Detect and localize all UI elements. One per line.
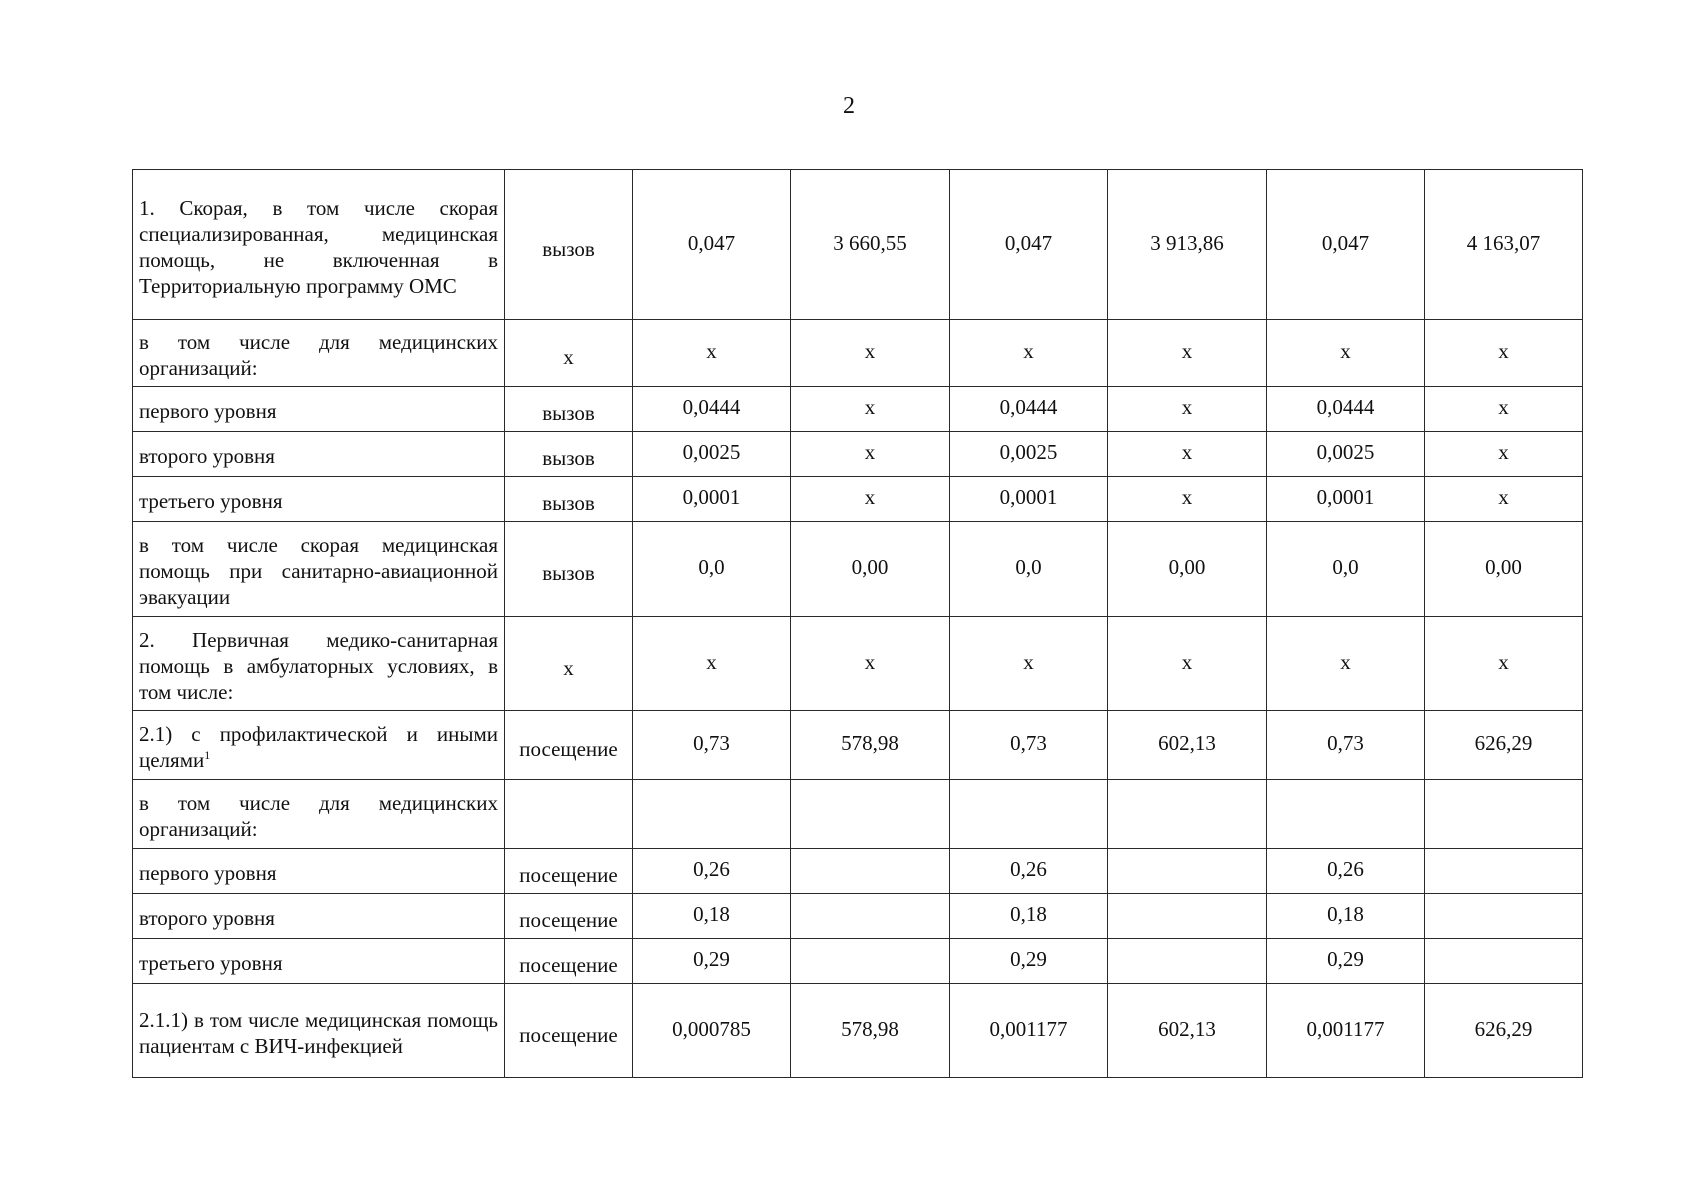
cell-value: 4 163,07 bbox=[1466, 230, 1541, 255]
row-name-cell bbox=[133, 170, 505, 320]
table-row bbox=[133, 477, 1583, 522]
unit-label: вызов bbox=[542, 401, 595, 425]
cell-value: 578,98 bbox=[841, 1016, 899, 1041]
table-row bbox=[133, 170, 1583, 320]
cell-value: 0,29 bbox=[1010, 947, 1047, 971]
cell-value: 3 913,86 bbox=[1150, 230, 1224, 255]
value-cell bbox=[633, 387, 791, 432]
cell-value: 0,001177 bbox=[1306, 1016, 1385, 1041]
value-cell bbox=[633, 849, 791, 894]
row-name-cell bbox=[133, 387, 505, 432]
value-cell bbox=[1425, 984, 1583, 1078]
value-cell bbox=[1267, 522, 1425, 617]
value-cell bbox=[950, 387, 1108, 432]
row-name: третьего уровня bbox=[139, 489, 283, 513]
value-cell bbox=[791, 170, 950, 320]
value-cell bbox=[1425, 387, 1583, 432]
row-name: в том числе для медицинских организаций: bbox=[139, 791, 498, 841]
cell-value: 602,13 bbox=[1158, 731, 1216, 755]
value-cell bbox=[791, 711, 950, 780]
row-name-cell bbox=[133, 984, 505, 1078]
row-name: 2.1.1) в том числе медицинская помощь пациентам с ВИЧ-инфекцией bbox=[139, 1007, 498, 1058]
cell-value: 0,0001 bbox=[999, 485, 1058, 509]
value-cell bbox=[633, 320, 791, 387]
cell-value: х bbox=[706, 649, 717, 674]
row-name-cell bbox=[133, 894, 505, 939]
cell-value: х bbox=[864, 440, 876, 464]
value-cell bbox=[633, 477, 791, 522]
row-name: первого уровня bbox=[139, 399, 277, 423]
data-table bbox=[132, 169, 1583, 1078]
cell-value: 0,0 bbox=[1015, 555, 1042, 579]
value-cell bbox=[1267, 894, 1425, 939]
unit-label: посещение bbox=[519, 737, 618, 761]
value-cell bbox=[1425, 894, 1583, 939]
value-cell bbox=[950, 522, 1108, 617]
value-cell bbox=[1267, 849, 1425, 894]
value-cell bbox=[1425, 432, 1583, 477]
unit-cell bbox=[505, 894, 633, 939]
table-body bbox=[133, 170, 1583, 1078]
value-cell bbox=[950, 984, 1108, 1078]
unit-cell bbox=[505, 522, 633, 617]
row-name: 1. Скорая, в том числе скорая специализированная, медицинская помощь, не включенная в Территориальную программу ОМС bbox=[139, 195, 498, 298]
table-row bbox=[133, 387, 1583, 432]
unit-label: вызов bbox=[542, 561, 595, 585]
value-cell bbox=[1425, 617, 1583, 711]
value-cell bbox=[1267, 320, 1425, 387]
unit-label: посещение bbox=[519, 1022, 618, 1047]
row-name-cell bbox=[133, 849, 505, 894]
row-name-cell bbox=[133, 617, 505, 711]
cell-value: 0,18 bbox=[693, 902, 730, 926]
value-cell bbox=[950, 780, 1108, 849]
row-name: в том числе скорая медицинская помощь при санитарно-авиационной эвакуации bbox=[139, 533, 498, 609]
value-cell bbox=[1108, 984, 1267, 1078]
cell-value: 0,0 bbox=[698, 555, 725, 579]
row-name-cell bbox=[133, 320, 505, 387]
value-cell bbox=[1425, 170, 1583, 320]
row-name-cell bbox=[133, 522, 505, 617]
value-cell bbox=[1425, 711, 1583, 780]
value-cell bbox=[1108, 432, 1267, 477]
cell-value: 0,047 bbox=[1321, 230, 1370, 255]
cell-value: 3 660,55 bbox=[833, 230, 907, 255]
value-cell bbox=[1425, 939, 1583, 984]
value-cell bbox=[633, 522, 791, 617]
value-cell bbox=[950, 432, 1108, 477]
cell-value: 0,00 bbox=[851, 555, 889, 579]
value-cell bbox=[950, 849, 1108, 894]
cell-value: 0,18 bbox=[1327, 902, 1364, 926]
cell-value: 0,73 bbox=[693, 731, 730, 755]
value-cell bbox=[950, 617, 1108, 711]
cell-value: 0,26 bbox=[693, 857, 730, 881]
unit-cell bbox=[505, 849, 633, 894]
value-cell bbox=[1267, 477, 1425, 522]
cell-value: 0,73 bbox=[1010, 731, 1047, 755]
value-cell bbox=[1108, 477, 1267, 522]
row-name: 2. Первичная медико-санитарная помощь в амбулаторных условиях, в том числе: bbox=[139, 627, 498, 704]
cell-value: 0,000785 bbox=[672, 1016, 751, 1041]
table-row bbox=[133, 984, 1583, 1078]
cell-value: 0,0444 bbox=[682, 395, 741, 419]
table-row bbox=[133, 320, 1583, 387]
value-cell bbox=[1267, 711, 1425, 780]
cell-value: 0,0001 bbox=[1316, 485, 1375, 509]
row-name-cell bbox=[133, 477, 505, 522]
value-cell bbox=[950, 894, 1108, 939]
cell-value: х bbox=[1181, 440, 1193, 464]
value-cell bbox=[791, 849, 950, 894]
value-cell bbox=[1267, 984, 1425, 1078]
value-cell bbox=[791, 477, 950, 522]
cell-value: 0,0025 bbox=[999, 440, 1058, 464]
unit-label: посещение bbox=[519, 908, 618, 932]
cell-value: 0,73 bbox=[1327, 731, 1364, 755]
unit-cell bbox=[505, 780, 633, 849]
value-cell bbox=[1108, 387, 1267, 432]
cell-value: х bbox=[1498, 440, 1509, 464]
row-name: второго уровня bbox=[139, 906, 275, 930]
value-cell bbox=[1267, 432, 1425, 477]
cell-value: х bbox=[864, 485, 876, 509]
value-cell bbox=[791, 617, 950, 711]
table-row bbox=[133, 522, 1583, 617]
unit-cell bbox=[505, 617, 633, 711]
unit-label: вызов bbox=[542, 491, 595, 515]
table-row bbox=[133, 780, 1583, 849]
cell-value: 0,26 bbox=[1327, 857, 1364, 881]
row-name-cell bbox=[133, 939, 505, 984]
unit-cell bbox=[505, 711, 633, 780]
table-row bbox=[133, 617, 1583, 711]
value-cell bbox=[950, 939, 1108, 984]
table-row bbox=[133, 849, 1583, 894]
value-cell bbox=[1108, 617, 1267, 711]
cell-value: х bbox=[1498, 395, 1509, 419]
cell-value: х bbox=[864, 649, 876, 674]
unit-label: вызов bbox=[542, 446, 595, 470]
cell-value: 0,18 bbox=[1010, 902, 1047, 926]
unit-cell bbox=[505, 432, 633, 477]
cell-value: х bbox=[864, 395, 876, 419]
cell-value: х bbox=[1340, 339, 1351, 363]
value-cell bbox=[633, 780, 791, 849]
cell-value: х bbox=[1181, 339, 1193, 363]
row-name: 2.1) с профилактической и иными целями bbox=[139, 722, 498, 772]
cell-value: 0,0444 bbox=[999, 395, 1058, 419]
cell-value: 0,0444 bbox=[1316, 395, 1375, 419]
value-cell bbox=[633, 711, 791, 780]
unit-label: х bbox=[563, 345, 574, 369]
unit-label: вызов bbox=[542, 236, 595, 261]
value-cell bbox=[633, 984, 791, 1078]
value-cell bbox=[1267, 939, 1425, 984]
cell-value: 626,29 bbox=[1474, 1016, 1533, 1041]
row-name: второго уровня bbox=[139, 444, 275, 468]
unit-label: посещение bbox=[519, 863, 618, 887]
value-cell bbox=[1108, 849, 1267, 894]
cell-value: 0,0 bbox=[1332, 555, 1359, 579]
cell-value: х bbox=[1181, 395, 1193, 419]
value-cell bbox=[1267, 170, 1425, 320]
cell-value: 0,00 bbox=[1168, 555, 1206, 579]
value-cell bbox=[1267, 617, 1425, 711]
unit-cell bbox=[505, 320, 633, 387]
value-cell bbox=[1108, 780, 1267, 849]
cell-value: х bbox=[1023, 339, 1034, 363]
value-cell bbox=[791, 939, 950, 984]
value-cell bbox=[633, 617, 791, 711]
value-cell bbox=[791, 320, 950, 387]
value-cell bbox=[633, 939, 791, 984]
cell-value: 0,047 bbox=[1004, 230, 1053, 255]
table-row bbox=[133, 939, 1583, 984]
table-row bbox=[133, 711, 1583, 780]
value-cell bbox=[1425, 780, 1583, 849]
row-name-cell bbox=[133, 780, 505, 849]
cell-value: 0,0025 bbox=[682, 440, 741, 464]
cell-value: 0,001177 bbox=[989, 1016, 1068, 1041]
value-cell bbox=[633, 432, 791, 477]
value-cell bbox=[1108, 711, 1267, 780]
cell-value: 626,29 bbox=[1474, 731, 1533, 755]
value-cell bbox=[950, 320, 1108, 387]
value-cell bbox=[791, 780, 950, 849]
unit-label: х bbox=[563, 655, 574, 680]
cell-value: х bbox=[1340, 649, 1351, 674]
value-cell bbox=[1108, 522, 1267, 617]
value-cell bbox=[1425, 849, 1583, 894]
value-cell bbox=[633, 894, 791, 939]
row-name: первого уровня bbox=[139, 861, 277, 885]
value-cell bbox=[791, 894, 950, 939]
unit-cell bbox=[505, 984, 633, 1078]
value-cell bbox=[950, 477, 1108, 522]
cell-value: 0,0025 bbox=[1316, 440, 1375, 464]
value-cell bbox=[1108, 894, 1267, 939]
cell-value: 0,26 bbox=[1010, 857, 1047, 881]
row-name: в том числе для медицинских организаций: bbox=[139, 330, 498, 380]
cell-value: 0,29 bbox=[1327, 947, 1364, 971]
cell-value: 0,29 bbox=[693, 947, 730, 971]
cell-value: 0,047 bbox=[687, 230, 736, 255]
value-cell bbox=[791, 522, 950, 617]
cell-value: х bbox=[706, 339, 717, 363]
unit-cell bbox=[505, 477, 633, 522]
cell-value: х bbox=[1498, 649, 1509, 674]
cell-value: х bbox=[1181, 485, 1193, 509]
value-cell bbox=[1108, 939, 1267, 984]
table-row bbox=[133, 894, 1583, 939]
unit-cell bbox=[505, 387, 633, 432]
value-cell bbox=[1267, 780, 1425, 849]
value-cell bbox=[1425, 522, 1583, 617]
cell-value: 0,0001 bbox=[682, 485, 741, 509]
row-name-cell bbox=[133, 432, 505, 477]
value-cell bbox=[950, 170, 1108, 320]
unit-cell bbox=[505, 170, 633, 320]
row-name-cell bbox=[133, 711, 505, 780]
unit-cell bbox=[505, 939, 633, 984]
cell-value: х bbox=[1498, 339, 1509, 363]
unit-label: посещение bbox=[519, 953, 618, 977]
value-cell bbox=[791, 432, 950, 477]
value-cell bbox=[1425, 477, 1583, 522]
cell-value: 0,00 bbox=[1485, 555, 1522, 579]
value-cell bbox=[950, 711, 1108, 780]
value-cell bbox=[1267, 387, 1425, 432]
table-row bbox=[133, 432, 1583, 477]
cell-value: х bbox=[1181, 649, 1193, 674]
cell-value: 578,98 bbox=[841, 731, 899, 755]
value-cell bbox=[1108, 320, 1267, 387]
cell-value: х bbox=[1023, 649, 1034, 674]
footnote-marker: 1 bbox=[204, 748, 211, 762]
page-number: 2 bbox=[843, 93, 855, 119]
value-cell bbox=[791, 984, 950, 1078]
value-cell bbox=[791, 387, 950, 432]
value-cell bbox=[1108, 170, 1267, 320]
cell-value: 602,13 bbox=[1158, 1016, 1216, 1041]
row-name: третьего уровня bbox=[139, 951, 283, 975]
cell-value: х bbox=[864, 339, 876, 363]
value-cell bbox=[1425, 320, 1583, 387]
cell-value: х bbox=[1498, 485, 1509, 509]
value-cell bbox=[633, 170, 791, 320]
